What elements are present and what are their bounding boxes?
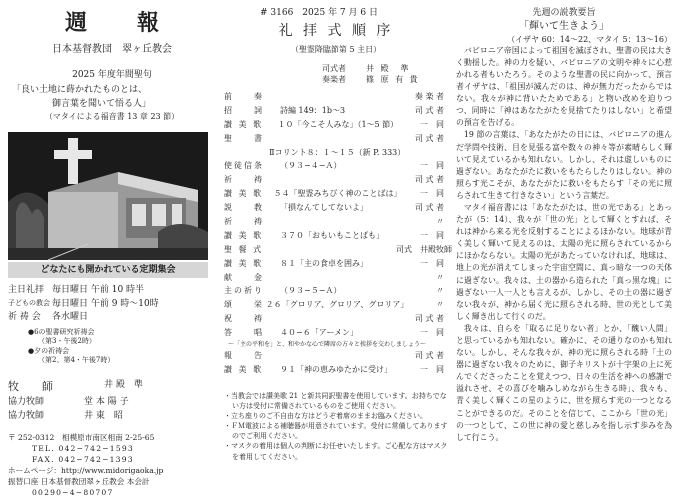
order-item-label: 主の祈り xyxy=(224,286,264,296)
order-item-detail: ８１「主の食卓を囲み」 xyxy=(280,258,368,268)
motto-heading: 2025 年度年間聖句 xyxy=(72,70,152,80)
order-item-label: 祈 祷 xyxy=(224,175,264,185)
order-item-leader: 司 式 者 xyxy=(414,133,444,143)
officer-role: 奏楽者 xyxy=(322,75,346,85)
sermon-title: 「輝いて生きよう」 xyxy=(519,21,609,33)
officer-name: 井 殿 準 xyxy=(366,63,411,73)
order-item-label: 讃 美 歌 xyxy=(224,230,264,240)
order-item-leader: 〃 xyxy=(436,216,444,226)
contact-info xyxy=(8,432,216,498)
schedule-value: 毎日曜日 午前 9 時〜10時 xyxy=(52,298,159,309)
meeting-schedule xyxy=(8,284,216,325)
order-item-leader: 一 同 xyxy=(420,119,444,129)
sermon-paragraph: バビロニア帝国によって祖国を滅ぼされ、聖書の民は大きく動揺した。神の力を疑い、バビロニアの文明や神々に心惹かれる者もいたろう。そのような聖書の民に向かって、預言者イザヤは、「祖国が滅んだのは、神が無力だったからではない。我々が神に背いたためである」と物い改めを迫りつつ、同時に「神はあなたがたを見捨てたりはしない」と希望の預言を告げる。 xyxy=(456,45,672,128)
sermon-scripture-ref: （イザヤ 60：14〜22、マタイ 5：13〜16） xyxy=(507,34,672,44)
order-item-label: 前 奏 xyxy=(224,91,264,101)
order-item-detail: 〜「主の平和を」と、和やかな心で隣席の方々と挨拶を交わしましょう〜 xyxy=(228,340,427,348)
order-item-label: 聖 餐 式 xyxy=(224,244,264,254)
homepage-link[interactable]: ホームページ：http://www.midorigaoka.jp xyxy=(8,465,164,475)
church-building-image xyxy=(8,132,208,260)
announcements xyxy=(224,391,448,462)
sermon-body xyxy=(456,45,672,444)
schedule-row xyxy=(8,311,216,325)
order-item-leader: 一 同 xyxy=(420,161,444,171)
church-illustration xyxy=(8,132,208,260)
order-item-leader: 奏 楽 者 xyxy=(414,91,444,101)
order-item-label: 報 告 xyxy=(224,350,264,360)
schedule-value: 各水曜日 xyxy=(52,312,89,323)
order-row xyxy=(224,312,448,326)
order-item-label: 頌 栄 xyxy=(224,300,264,310)
order-row xyxy=(224,298,448,312)
order-row xyxy=(224,118,448,132)
order-item-leader: 一 同 xyxy=(420,189,444,199)
order-row xyxy=(224,201,448,215)
staff-name: 井 東 昭 xyxy=(84,411,123,422)
order-item-leader: 司 式 者 xyxy=(414,175,444,185)
motto-verse xyxy=(8,84,216,111)
order-item-leader: 一 同 xyxy=(420,258,444,268)
order-item-detail: １０「今こそ人みな」（1〜5 節） xyxy=(277,119,399,129)
order-row xyxy=(224,284,448,298)
bulletin-title: 週 報 xyxy=(64,10,173,36)
sermon-heading: 先週の説教要旨 xyxy=(532,8,596,18)
motto-line-2: 御言葉を聞いて悟る人」 xyxy=(52,98,152,109)
officer-row xyxy=(224,63,448,75)
issue-number-date: # 3166 2025 年 7 月 6 日 xyxy=(260,8,378,18)
staff-row xyxy=(8,409,216,423)
order-item-label: 使徒信条 xyxy=(224,161,264,171)
sermon-paragraph: 19 節の言葉は、「あなたがたの日には、バビロニアの進んだ学問や技術、目を見張る富や数々の神々等が素晴らしく輝いて見えているかも知れない。しかし、それは虚しいものに過ぎない。あなたがたに救いをもたらしたりはしない。神の照らす光こそが、あなたがたに救いをもたらす「その光に照らされて生きて行きなさい」という言葉だ。 xyxy=(456,130,672,200)
officer-role: 司式者 xyxy=(322,63,346,73)
order-item-label: 讃 美 歌 xyxy=(224,119,264,129)
sub-note: （第2、第4・午後7時） xyxy=(38,356,115,365)
officer-name: 篠 原 有 貴 xyxy=(366,75,420,85)
schedule-label: 祈 祷 会 xyxy=(8,312,41,323)
staff-role: 協力牧師 xyxy=(8,397,45,408)
order-item-leader: 一 同 xyxy=(420,230,444,240)
staff-role: 牧 師 xyxy=(8,379,59,393)
order-item-leader: 司式 井殿牧師 xyxy=(396,244,452,254)
order-item-detail: （９３−５−Ａ） xyxy=(280,286,342,296)
sub-note: （第3・午後2時） xyxy=(38,337,96,346)
schedule-row xyxy=(8,284,216,298)
sermon-paragraph: 我々は、自らを「取るに足りない者」とか、「醜い人間」と思っているかも知れない。確かに、その通りなのかも知れない。しかし、そんな我々が、神の光に照らされる時「土の器に過ぎない我々のために、御子キリストが十字架の上に死んでくださったことを覚えつつ、日々の生活を神への感謝で溢れさせ、その喜びを噛みしめながら生きる時」、我々も、青く美しく輝くこの星のように、世を照らす光の一つとなることができるのだ。そのことを信じて、ここから「世の光」の一つとして、この世に神の愛と慈しみを指し示す歩みを為して行こう。 xyxy=(456,323,672,442)
order-item-label: 答 唱 xyxy=(224,328,264,338)
order-item-detail: ２６「グロリア、グロリア、グロリア」 xyxy=(265,300,409,310)
announcement-item: ・ＦＭ電波による補聴器が用意されています。受付に常備してありますのでご利用ください。 xyxy=(224,422,448,441)
order-item-leader: 〃 xyxy=(436,286,444,296)
order-row xyxy=(224,271,448,285)
order-row xyxy=(224,173,448,187)
staff-name: 井 殿 準 xyxy=(104,379,143,390)
order-item-leader: 司 式 者 xyxy=(414,203,444,213)
order-of-worship-title: 礼 拝 式 順 序 xyxy=(278,23,394,40)
postal-address: 〒 252-0312 相模原市南区相南 2-25-65 xyxy=(8,432,155,442)
order-row xyxy=(224,146,448,160)
order-item-label: 祝 祷 xyxy=(224,314,264,324)
sub-note: ●夕の祈祷会 xyxy=(28,346,70,355)
order-item-detail: Ⅱコリント８：１〜１５（新 P. 333） xyxy=(269,147,406,157)
order-row xyxy=(224,187,448,201)
motto-reference: （マタイによる福音書 13 章 23 節） xyxy=(44,112,180,122)
order-item-label: 讃 美 歌 xyxy=(224,258,264,268)
announcement-item: ・立ち座りのご不自由な方はどうぞ着席のままお臨みください。 xyxy=(224,412,427,421)
staff-role: 協力牧師 xyxy=(8,411,45,422)
phone-number: TEL. 042−742−1593 xyxy=(32,443,134,453)
liturgical-season: （聖霊降臨節第 5 主日） xyxy=(290,44,382,54)
order-item-leader: 司 式 者 xyxy=(414,314,444,324)
announcement-item: ・マスクの着用は個人の判断にお任せいたします。ご心配な方はマスクを着用してください。 xyxy=(224,442,448,461)
welcome-banner: どなたにも開かれている定期集会 xyxy=(8,262,208,278)
order-row xyxy=(224,104,448,118)
schedule-row xyxy=(8,298,216,312)
church-name: 日本基督教団 翠ヶ丘教会 xyxy=(52,43,172,55)
order-row xyxy=(224,257,448,271)
order-row xyxy=(224,363,448,377)
order-item-leader: 司 式 者 xyxy=(414,350,444,360)
order-item-label: 説 教 xyxy=(224,203,264,213)
order-item-detail: ３７０「おもいもことばも」 xyxy=(280,230,384,240)
order-row xyxy=(224,349,448,363)
officers-list xyxy=(224,63,448,86)
bank-account-label: 振替口座 日本基督教団翠ヶ丘教会 本会計 xyxy=(8,476,150,486)
order-note xyxy=(224,340,448,349)
order-item-leader: 一 同 xyxy=(420,328,444,338)
order-item-leader: 〃 xyxy=(436,272,444,282)
staff-row xyxy=(8,395,216,409)
schedule-value: 毎日曜日 午前 10 時半 xyxy=(52,285,145,296)
order-item-label: 祈 祷 xyxy=(224,216,264,226)
staff-name: 堂 本 陽 子 xyxy=(84,397,129,408)
order-item-detail: 「損なんてしてないよ」 xyxy=(280,203,368,213)
announcement-item: ・当教会では讃美歌 21 と新共同訳聖書を使用しています。お持ちでない方は受付に常備されているものをご使用ください。 xyxy=(224,391,447,410)
sub-note: ●6の聖書研究祈祷会 xyxy=(28,327,95,336)
order-item-label: 招 詞 xyxy=(224,105,264,115)
order-of-worship-list xyxy=(224,90,452,377)
order-item-detail: （９３−４−Ａ） xyxy=(280,161,342,171)
order-item-detail: 詩編 149：1b〜3 xyxy=(280,105,346,115)
order-row xyxy=(224,159,448,173)
order-item-label: 讃 美 歌 xyxy=(224,189,264,199)
order-column xyxy=(224,8,452,474)
order-item-leader: 〃 xyxy=(436,300,444,310)
order-item-detail: ４０−６「アーメン」 xyxy=(280,328,359,338)
sermon-column xyxy=(456,8,672,474)
schedule-label: 子どもの教会 xyxy=(8,298,50,307)
sermon-paragraph: マタイ福音書には「あなたがたは、世の光である」とあったが（5：14）、我々が「世の光」として輝くとすれば、それは神から来る光を反射することによるほかない。地球が青く美しく輝いて見えるのは、太陽の光に照らされているからにほかならない。太陽の光があたっていなければ、地球は、地上の光が消えてしまった宇宙空間に、真っ暗な一つの天体に過ぎない。我々は、土の器から造られた「真っ黒な塊」に過ぎない一人一人とも言えるが、しかし、その土の器に過ぎない我々が、神から届く光に照らされる時、世の光として美しく輝き出して行くのだ。 xyxy=(456,202,672,321)
order-row xyxy=(224,90,448,104)
officer-row xyxy=(224,74,448,86)
order-item-leader: 司 式 者 xyxy=(414,105,444,115)
order-row xyxy=(224,229,448,243)
order-row xyxy=(224,243,452,257)
order-row xyxy=(224,132,448,146)
order-item-detail: ９１「神の恵みゆたかに受け」 xyxy=(280,364,392,374)
order-item-label: 聖 書 xyxy=(224,133,264,143)
motto-line-1: 「良い土地に蒔かれたものとは、 xyxy=(12,85,148,96)
bank-account-number: 00290−4−80707 xyxy=(32,487,114,497)
order-item-leader: 一 同 xyxy=(420,364,444,374)
order-row xyxy=(224,326,448,340)
staff-list xyxy=(8,378,216,424)
order-item-label: 献 金 xyxy=(224,272,264,282)
staff-row xyxy=(8,378,216,396)
order-item-detail: ５４「聖霊みちびく神のことばは」 xyxy=(273,189,402,199)
order-row xyxy=(224,215,448,229)
front-column xyxy=(8,8,216,497)
schedule-label: 主日礼拝 xyxy=(8,285,45,296)
order-item-label: 讃 美 歌 xyxy=(224,364,264,374)
fax-number: FAX. 042−742−1393 xyxy=(32,454,134,464)
